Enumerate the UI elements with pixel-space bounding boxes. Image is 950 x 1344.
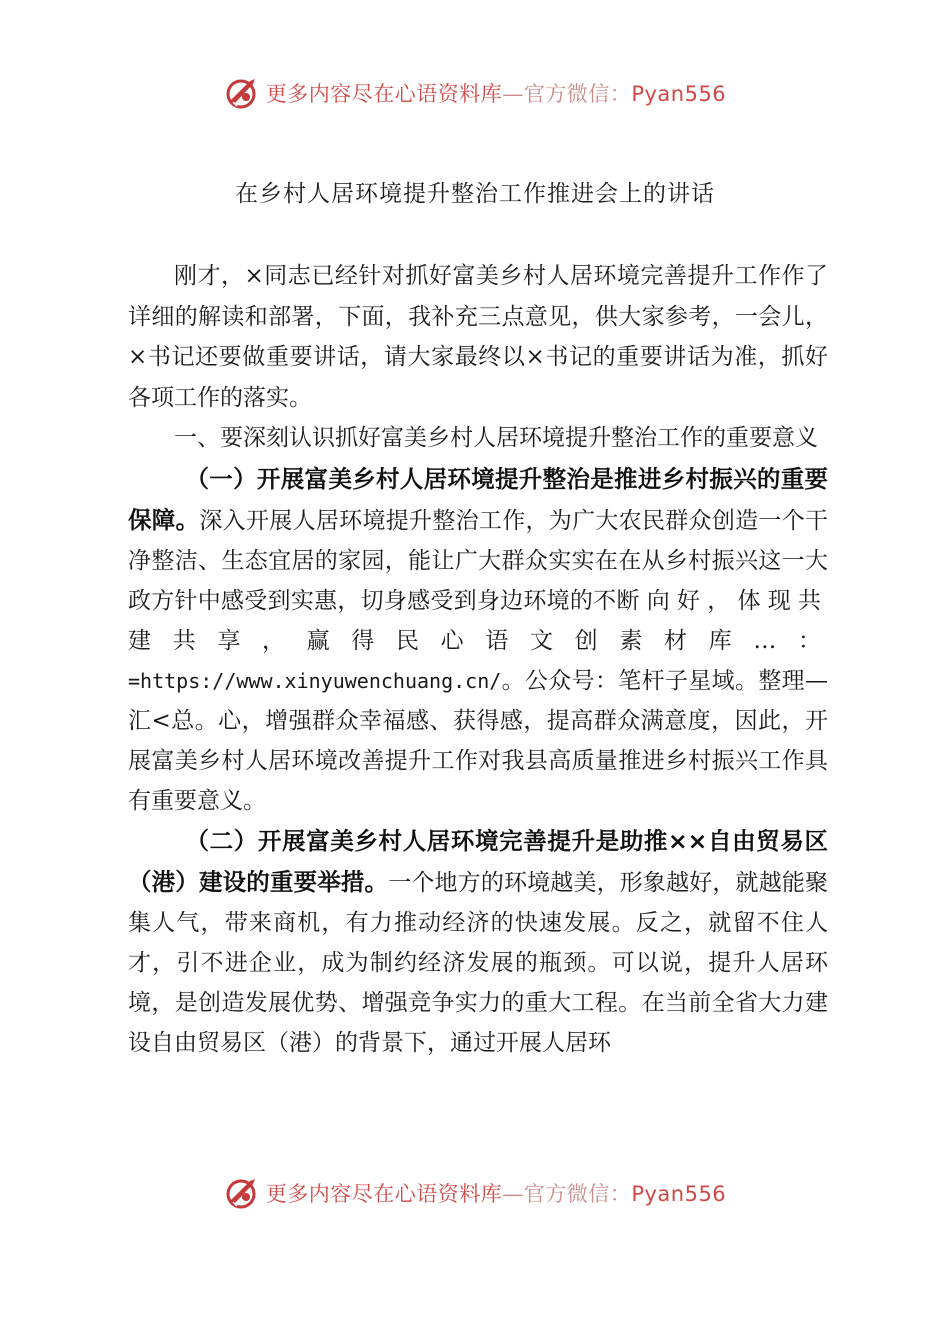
point-one-text-b: 断向好，体现共建共享，赢得民心语文创素材库…： [128, 587, 829, 654]
banner-wechat-id: Pyan556 [631, 82, 727, 106]
source-url: =https://www.xinyuwenchuang.cn/ [128, 668, 502, 693]
point-one-text-c: 。公众号：笔杆子星域。整理—汇<总。心，增强群众幸福感、获得感，提高群众满意度，因此，开展富美乡村人居环境改善提升工作对我县高质量推进乡村振兴工作具有重要意义。 [128, 667, 828, 814]
banner-slogan: 更多内容尽在心语资料库 [265, 1182, 503, 1206]
banner-text [266, 1178, 726, 1208]
point-two-paragraph [128, 821, 828, 1063]
header-watermark-banner [0, 68, 950, 118]
banner-slogan: 更多内容尽在心语资料库 [265, 82, 503, 106]
banner-text [266, 78, 726, 108]
banner-separator: — [502, 82, 524, 106]
point-one-paragraph [128, 459, 828, 821]
document-title: 在乡村人居环境提升整治工作推进会上的讲话 [235, 181, 715, 207]
pen-logo-icon [224, 75, 260, 111]
banner-wechat-label: 官方微信： [523, 1182, 632, 1206]
point-two-text: 一个地方的环境越美，形象越好，就越能聚集人气，带来商机，有力推动经济的快速发展。反之，就留不住人才，引不进企业，成为制约经济发展的瓶颈。可以说，提升人居环境，是创造发展优势、增强竞争实力的重大工程。在当前全省大力建设自由贸易区（港）的背景下，通过开展人居环 [128, 869, 829, 1056]
point-two-lead: （二）开展富美乡村人居环境完善提升是助推××自由贸易区（港）建设的重要举措。 [128, 826, 828, 896]
section-heading: 一、要深刻认识抓好富美乡村人居环境提升整治工作的重要意义 [174, 425, 818, 451]
footer-watermark-banner [0, 1168, 950, 1218]
banner-wechat-id: Pyan556 [631, 1182, 727, 1206]
document-body [128, 256, 828, 1063]
intro-paragraph: 刚才，×同志已经针对抓好富美乡村人居环境完善提升工作作了详细的解读和部署，下面，我补充三点意见，供大家参考，一会儿，×书记还要做重要讲话，请大家最终以×书记的重要讲话为准，抓好各项工作的落实。 [128, 263, 828, 411]
point-one-text-a: 深入开展人居环境提升整治工作，为广大农民群众创造一个干净整洁、生态宜居的家园，能让广大群众实实在在从乡村振兴这一大政方针中感受到实惠，切身感受到身边环境的不 [128, 507, 829, 614]
point-one-lead: （一）开展富美乡村人居环境提升整治是推进乡村振兴的重要保障。 [128, 464, 828, 534]
banner-separator: — [502, 1182, 524, 1206]
banner-wechat-label: 官方微信： [523, 82, 632, 106]
pen-logo-icon [224, 1175, 260, 1211]
